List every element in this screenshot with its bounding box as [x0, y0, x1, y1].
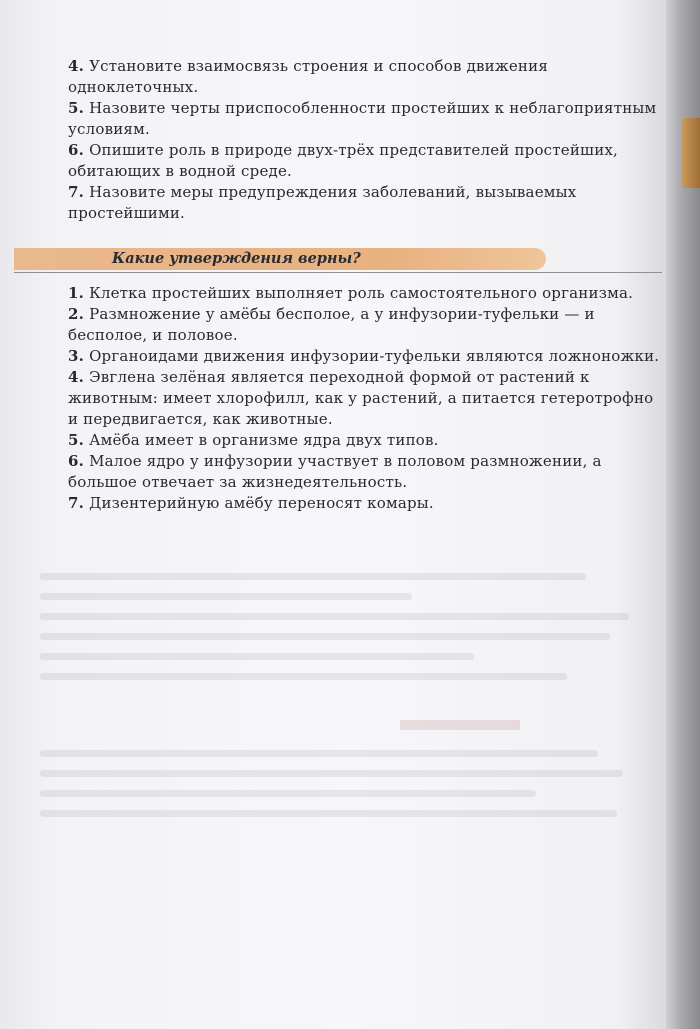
statement-item	[68, 304, 664, 346]
statement-number: 7.	[68, 494, 85, 512]
review-questions-list	[68, 56, 664, 224]
statement-item	[68, 346, 664, 367]
statement-number: 1.	[68, 284, 85, 302]
question-text: Назовите черты приспособленности простейших к неблагоприятным условиям.	[68, 99, 657, 138]
bleed-through-text	[40, 560, 660, 980]
question-item	[68, 140, 664, 182]
statement-item	[68, 451, 664, 493]
question-text: Опишите роль в природе двух-трёх представителей простейших, обитающих в водной среде.	[68, 141, 619, 180]
question-item	[68, 182, 664, 224]
statement-number: 5.	[68, 431, 85, 449]
statement-number: 6.	[68, 452, 85, 470]
statement-text: Амёба имеет в организме ядра двух типов.	[89, 431, 439, 449]
statement-item	[68, 283, 664, 304]
statement-text: Эвглена зелёная является переходной формой от растений к животным: имеет хлорофилл, как у растений, а питается гетеротрофно и передвигается, как животные.	[68, 368, 654, 428]
statement-text: Размножение у амёбы бесполое, а у инфузории-туфельки — и бесполое, и половое.	[68, 305, 595, 344]
statement-text: Дизентерийную амёбу переносят комары.	[89, 494, 434, 512]
question-number: 4.	[68, 57, 85, 75]
statement-number: 2.	[68, 305, 85, 323]
statement-number: 3.	[68, 347, 85, 365]
statements-list	[68, 283, 664, 514]
section-title: Какие утверждения верны?	[112, 250, 361, 267]
statement-item	[68, 367, 664, 430]
statement-text: Малое ядро у инфузории участвует в половом размножении, а большое отвечает за жизнедеятельность.	[68, 452, 602, 491]
statement-text: Клетка простейших выполняет роль самостоятельного организма.	[89, 284, 634, 302]
section-divider	[14, 272, 662, 273]
question-number: 5.	[68, 99, 85, 117]
statement-number: 4.	[68, 368, 85, 386]
statement-item	[68, 430, 664, 451]
question-text: Установите взаимосвязь строения и способов движения одноклеточных.	[68, 57, 548, 96]
statement-item	[68, 493, 664, 514]
question-item	[68, 98, 664, 140]
chapter-tab	[682, 118, 700, 188]
question-item	[68, 56, 664, 98]
question-number: 6.	[68, 141, 85, 159]
question-number: 7.	[68, 183, 85, 201]
question-text: Назовите меры предупреждения заболеваний, вызываемых простейшими.	[68, 183, 577, 222]
statement-text: Органоидами движения инфузории-туфельки являются ложноножки.	[89, 347, 660, 365]
